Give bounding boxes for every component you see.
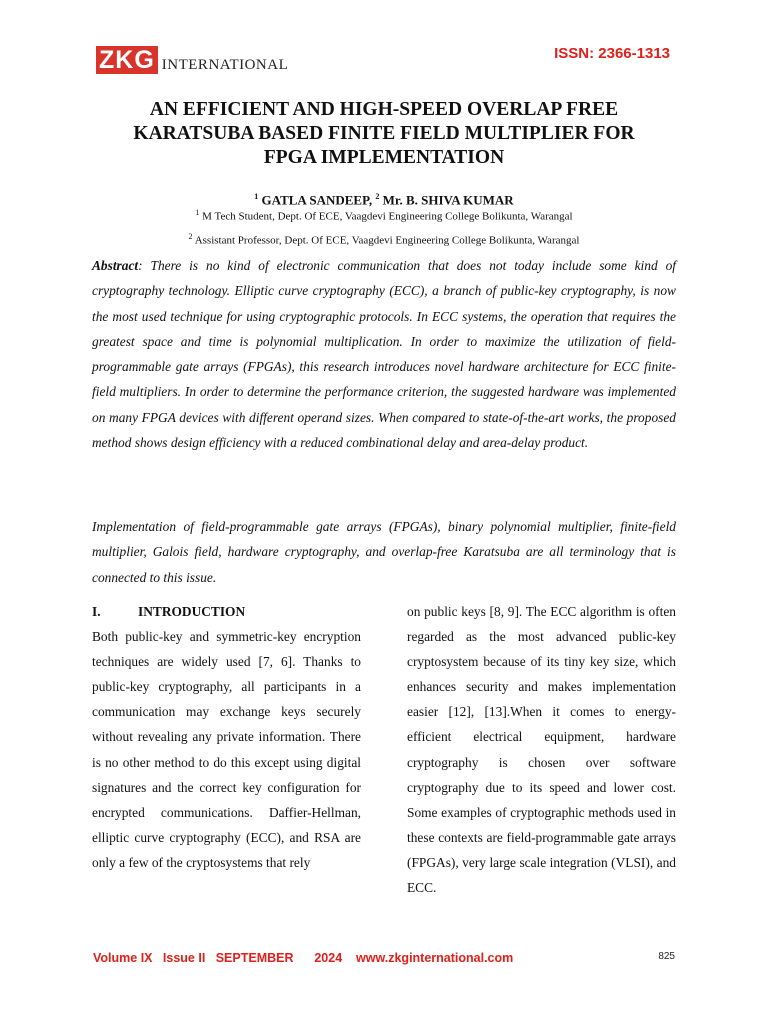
title-line: KARATSUBA BASED FINITE FIELD MULTIPLIER FOR — [133, 123, 635, 144]
page-number: 825 — [658, 951, 675, 962]
author-superscript: 1 — [254, 192, 259, 201]
title-line: FPGA IMPLEMENTATION — [263, 147, 505, 168]
section-number: I. — [92, 604, 101, 619]
intro-text-right: on public keys [8, 9]. The ECC algorithm is often regarded as the most advanced public-key cryptosystem because of its tiny key size, which enhances security and makes implementation easier [12], [13].When it comes to energy-efficient electrical equipment, hardware cryptography is chosen over software cryptography due to its speed and lower cost. Some examples of cryptographic methods used in these contexts are field-programmable gate arrays (FPGAs), very large scale integration (VLSI), and ECC. — [407, 604, 676, 896]
footer-info: Volume IX Issue II SEPTEMBER 2024 www.zkginternational.com — [93, 951, 514, 965]
title-line: AN EFFICIENT AND HIGH-SPEED OVERLAP FREE — [149, 99, 619, 120]
affiliation-superscript: 1 — [195, 208, 200, 217]
intro-text-left: Both public-key and symmetric-key encryption techniques are widely used [7, 6]. Thanks to public-key cryptography, all participants in a communication may exchange keys securely without revealing any private information. There is no other method to do this except using digital signatures and the correct key configuration for encrypted communications. Daffier-Hellman, elliptic curve cryptography (ECC), and RSA are only a few of the cryptosystems that rely — [92, 629, 361, 870]
abstract-text: : There is no kind of electronic communication that does not today include some kind of cryptography technology. Elliptic curve cryptography (ECC), a branch of public-key cryptography, is now the most used technique for using cryptographic protocols. In ECC systems, the operation that requires the greatest space and time is polynomial multiplication. In order to maximize the utilization of field-programmable gate arrays (FPGAs), this research introduces novel hardware architecture for ECC finite-field multipliers. In order to determine the performance criterion, the suggested hardware was implemented on many FPGA devices with different operand sizes. When compared to state-of-the-art works, the proposed method shows design efficiency with a reduced combinational delay and area-delay product. — [92, 258, 676, 451]
section-title: INTRODUCTION — [138, 604, 246, 619]
affiliation-1 — [0, 208, 768, 223]
journal-logo — [96, 45, 288, 75]
issn-label: ISSN: 2366-1313 — [554, 45, 670, 62]
affiliation-text: Assistant Professor, Dept. Of ECE, Vaagdevi Engineering College Bolikunta, Warangal — [194, 234, 580, 247]
logo-mark: ZKG — [96, 46, 158, 74]
affiliation-superscript: 2 — [188, 232, 193, 241]
paper-title — [80, 98, 688, 170]
logo-text: INTERNATIONAL — [161, 56, 289, 73]
abstract-label: Abstract — [92, 258, 139, 273]
column-left — [92, 599, 361, 875]
author-1: GATLA SANDEEP, — [261, 192, 373, 208]
author-2: Mr. B. SHIVA KUMAR — [382, 192, 514, 208]
affiliation-2 — [0, 232, 768, 247]
keywords: Implementation of field-programmable gate arrays (FPGAs), binary polynomial multiplier, finite-field multiplier, Galois field, hardware cryptography, and overlap-free Karatsuba are all terminology that is connected to this issue. — [92, 519, 676, 585]
section-heading — [92, 599, 361, 624]
author-superscript: 2 — [375, 192, 380, 201]
author-list — [0, 192, 768, 208]
abstract — [92, 253, 676, 455]
affiliation-text: M Tech Student, Dept. Of ECE, Vaagdevi Engineering College Bolikunta, Warangal — [202, 210, 573, 223]
column-right — [407, 599, 676, 900]
